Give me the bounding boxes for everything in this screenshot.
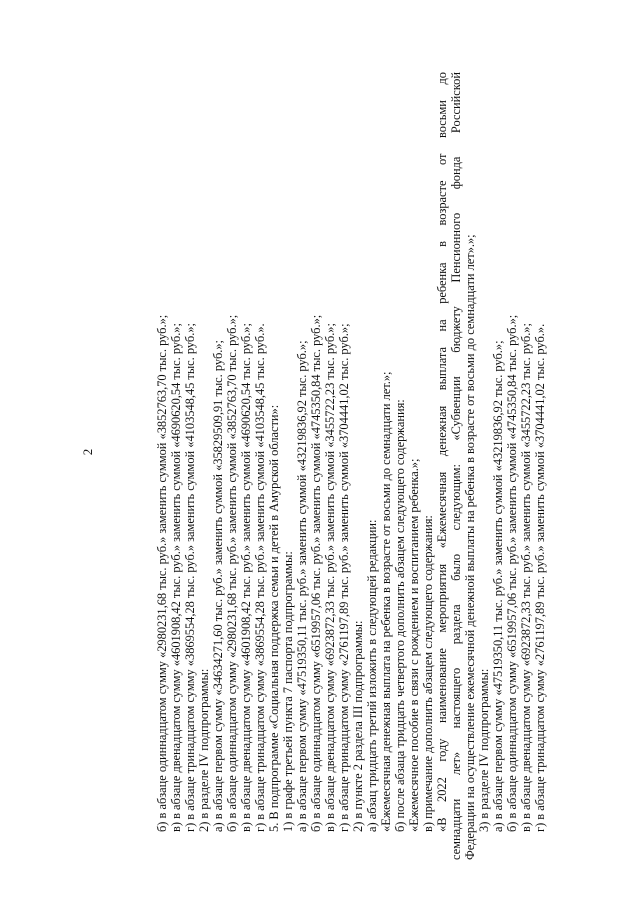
text-line: семнадцати лет» настоящего раздела было следующим: «Субвенции бюджету Пенсионного фонда Российской	[449, 72, 463, 860]
text-line: 2) в разделе IV подпрограммы:	[197, 668, 211, 832]
text-line: 1) в графе третьей пункта 7 паспорта подпрограммы:	[281, 551, 295, 832]
text-line: «Ежемесячная денежная выплата на ребенка в возрасте от восьми до семнадцати лет.»;	[379, 371, 393, 832]
text-line: г) в абзаце тринадцатом сумму «3869554,28 тыс. руб.» заменить суммой «4103548,45 тыс. руб.»;	[183, 323, 197, 832]
text-line: г) в абзаце тринадцатом сумму «2761197,89 тыс. руб.» заменить суммой «3704441,02 тыс. руб.»;	[337, 323, 351, 832]
text-line: 5. В подпрограмме «Социальная поддержка семьи и детей в Амурской области»:	[267, 404, 281, 832]
text-line: а) в абзаце первом сумму «47519350,11 тыс. руб.» заменить суммой «43219836,92 тыс. руб.»;	[295, 340, 309, 832]
text-line: Федерации на осуществление ежемесячной денежной выплаты на ребенка в возрасте от восьми до семнадцати лет».»;	[463, 234, 477, 860]
text-line: «Ежемесячное пособие в связи с рождением и воспитанием ребенка.»;	[407, 458, 421, 832]
text-line: 3) в разделе IV подпрограммы:	[477, 668, 491, 832]
rotated-text-block	[80, 72, 560, 860]
page-number: 2	[80, 448, 95, 456]
text-line: а) в абзаце первом сумму «34634271,60 тыс. руб.» заменить суммой «35829509,91 тыс. руб.»;	[211, 340, 225, 832]
text-line: б) в абзаце одиннадцатом сумму «6519957,06 тыс. руб.» заменить суммой «4745350,84 тыс. руб.»;	[309, 314, 323, 832]
text-line: а) абзац тридцать третий изложить в следующей редакции:	[365, 519, 379, 832]
text-line: в) в абзаце двенадцатом сумму «6923872,33 тыс. руб.» заменить суммой «3455722,23 тыс. руб.»;	[323, 323, 337, 832]
text-line: а) в абзаце первом сумму «47519350,11 тыс. руб.» заменить суммой «43219836,92 тыс. руб.»;	[491, 340, 505, 832]
text-line: б) после абзаца тридцать четвертого дополнить абзацем следующего содержания:	[393, 399, 407, 832]
text-line: б) в абзаце одиннадцатом сумму «2980231,68 тыс. руб.» заменить суммой «3852763,70 тыс. руб.»;	[225, 314, 239, 832]
text-line: б) в абзаце одиннадцатом сумму «2980231,68 тыс. руб.» заменить суммой «3852763,70 тыс. руб.»;	[155, 314, 169, 832]
text-line: «В 2022 году наименование мероприятия «Ежемесячная денежная выплата на ребенка в возрасте от восьми до	[435, 72, 449, 832]
text-line: в) в абзаце двенадцатом сумму «4601908,42 тыс. руб.» заменить суммой «4690620,54 тыс. руб.»;	[239, 323, 253, 832]
text-line: в) в абзаце двенадцатом сумму «4601908,42 тыс. руб.» заменить суммой «4690620,54 тыс. руб.»;	[169, 323, 183, 832]
text-line: 2) в пункте 2 раздела III подпрограммы:	[351, 620, 365, 832]
text-line: в) примечание дополнить абзацем следующего содержания:	[421, 515, 435, 832]
text-line: г) в абзаце тринадцатом сумму «3869554,28 тыс. руб.» заменить суммой «4103548,45 тыс. руб.».	[253, 323, 267, 832]
text-line: в) в абзаце двенадцатом сумму «6923872,33 тыс. руб.» заменить суммой «3455722,23 тыс. руб.»;	[519, 323, 533, 832]
text-line: г) в абзаце тринадцатом сумму «2761197,89 тыс. руб.» заменить суммой «3704441,02 тыс. руб.».	[533, 323, 547, 832]
text-line: б) в абзаце одиннадцатом сумму «6519957,06 тыс. руб.» заменить суммой «4745350,84 тыс. руб.»;	[505, 314, 519, 832]
